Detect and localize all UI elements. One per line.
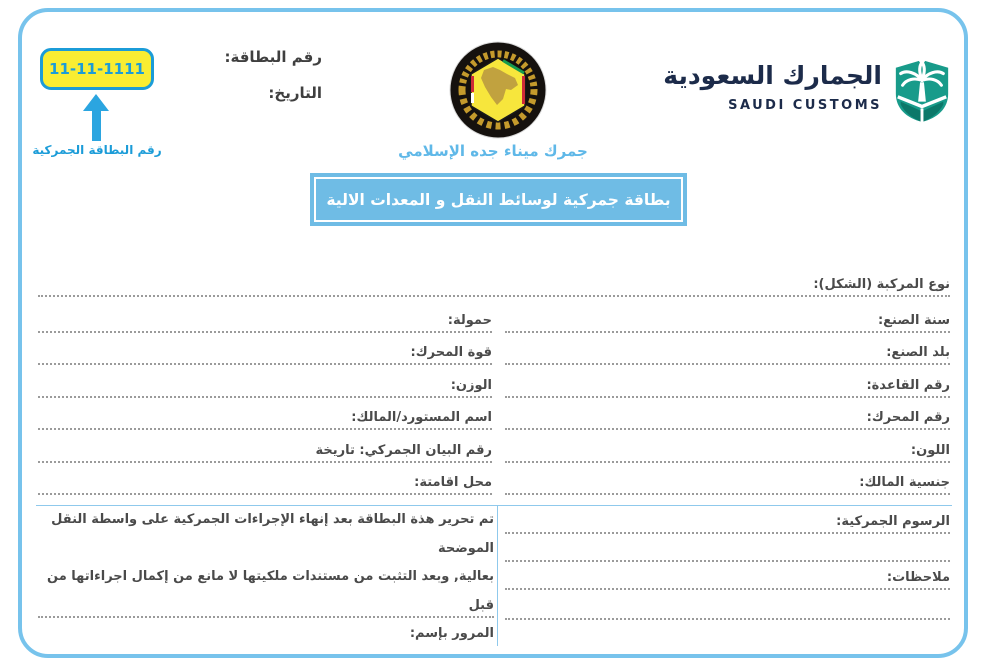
field-importer-name (38, 398, 492, 431)
declaration-line: بعالية, وبعد التثبت من مستندات ملكيتها لا مانع من إكمال اجراءاتها من قبل (47, 569, 494, 613)
field-label: بلد الصنع: (886, 345, 950, 360)
declaration-line: المرور بإسم: (409, 626, 494, 641)
saudi-customs-shield-icon (891, 57, 953, 125)
field-load (38, 300, 492, 333)
fees-notes-section (505, 506, 950, 620)
field-label: نوع المركبة (الشكل): (813, 277, 950, 292)
field-engine-number (505, 398, 950, 431)
port-title: جمرك ميناء جده الإسلامي (398, 142, 588, 160)
field-label: ملاحظات: (886, 570, 950, 585)
field-weight (38, 365, 492, 398)
field-label: سنة الصنع: (877, 312, 950, 328)
field-country (505, 333, 950, 366)
field-engine-power (38, 333, 492, 366)
fields-left-column (38, 300, 492, 495)
card-title-box (310, 173, 687, 226)
saudi-customs-name-en: SAUDI CUSTOMS (728, 98, 882, 113)
declaration-line: الموضحة (437, 540, 494, 556)
date-label: التاريخ: (268, 84, 322, 102)
customs-card (18, 8, 968, 658)
arrow-up-icon (83, 94, 109, 111)
card-number-pointer-label: رقم البطاقة الجمركية (32, 143, 162, 157)
declaration-text-box (38, 506, 494, 641)
field-label: جنسية المالك: (859, 475, 950, 490)
dotted-line (505, 534, 950, 562)
field-label: قوة المحرك: (410, 345, 492, 360)
field-label: الوزن: (450, 377, 492, 393)
field-label: اسم المستورد/المالك: (351, 410, 492, 425)
field-label: رقم البيان الجمركي: تاريخة (315, 442, 492, 458)
field-customs-fees (505, 506, 950, 534)
saudi-customs-name-ar: الجمارك السعودية (663, 61, 882, 90)
field-label: الرسوم الجمركية: (836, 514, 950, 529)
field-declaration-number (38, 430, 492, 463)
vertical-divider (497, 505, 498, 646)
field-year (505, 300, 950, 333)
card-number-highlight: 11-11-1111 (40, 48, 154, 90)
field-owner-nationality (505, 463, 950, 496)
dotted-line (505, 590, 950, 620)
declaration-line: تم تحرير هذة البطاقة بعد إنهاء الإجراءات الجمركية على واسطة النقل (51, 512, 494, 527)
field-color (505, 430, 950, 463)
field-notes (505, 562, 950, 590)
field-residence (38, 463, 492, 496)
gcc-emblem-icon (448, 40, 548, 140)
field-vehicle-type (38, 266, 950, 297)
arrow-up-shaft (92, 110, 101, 141)
fields-right-column (505, 300, 950, 495)
field-chassis-number (505, 365, 950, 398)
card-title: بطاقة جمركية لوسائط النقل و المعدات الالية (314, 177, 683, 222)
field-label: رقم القاعدة: (866, 377, 950, 393)
field-label: اللون: (910, 442, 950, 458)
card-number-label: رقم البطاقة: (224, 48, 322, 66)
field-label: محل اقامتة: (414, 475, 492, 490)
field-label: رقم المحرك: (866, 410, 950, 425)
field-label: حمولة: (447, 312, 492, 328)
